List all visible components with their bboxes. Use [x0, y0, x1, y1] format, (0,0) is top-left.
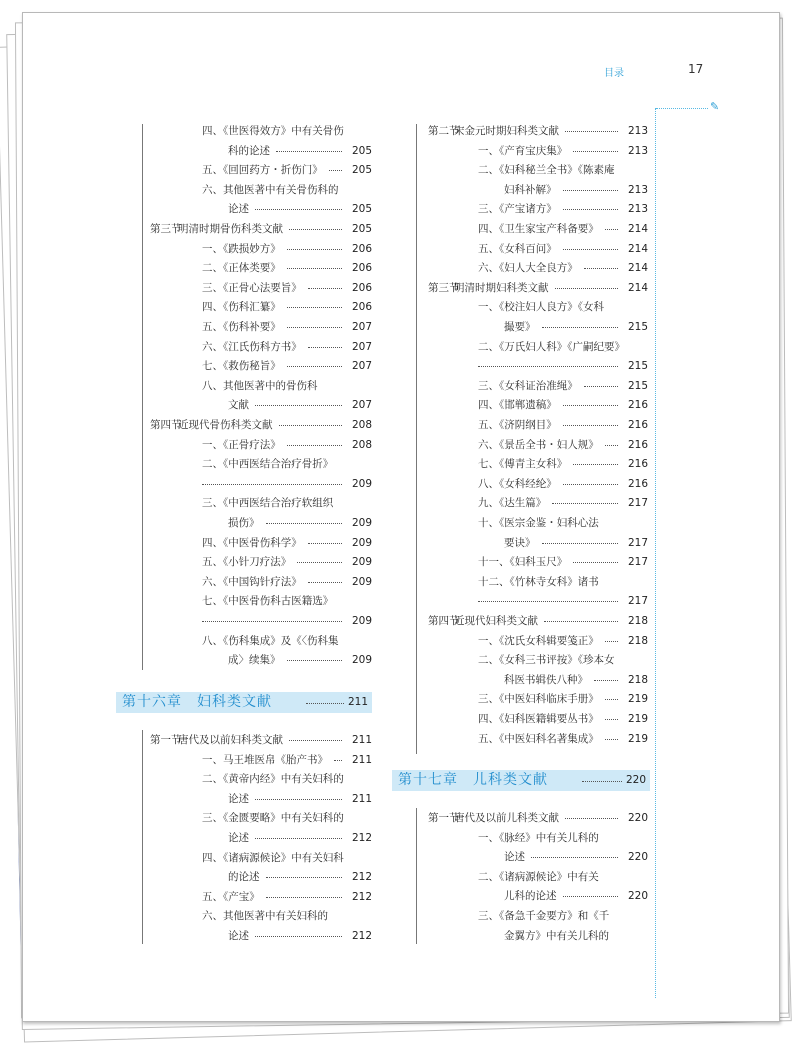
entry-page-number: 211 [351, 792, 372, 805]
entry-page-number: 209 [351, 556, 372, 569]
dot-leader [563, 405, 618, 406]
dot-leader [531, 857, 618, 858]
dot-leader [276, 151, 342, 152]
dot-leader [255, 799, 342, 800]
toc-entry-row[interactable] [428, 926, 648, 946]
entry-page-number: 212 [351, 890, 372, 903]
entry-title: 一、马王堆医帛《胎产书》 [202, 753, 328, 766]
entry-title: 妇科补解》 [504, 183, 557, 196]
toc-entry-row[interactable] [428, 906, 648, 926]
entry-title: 二、《万氏妇人科》《广嗣纪要》 [478, 340, 625, 353]
toc-entry-row[interactable] [428, 513, 648, 533]
entry-page-number: 213 [627, 183, 648, 196]
entry-title: 唐代及以前儿科类文献 [454, 812, 559, 824]
entry-page-number: 209 [351, 615, 372, 627]
entry-title: 二、《黄帝内经》中有关妇科的 [202, 773, 344, 786]
entry-page-number: 212 [351, 930, 372, 942]
dot-leader [605, 445, 618, 446]
toc-entry-row[interactable] [428, 847, 648, 867]
toc-entry-row[interactable] [150, 160, 372, 180]
entry-page-number: 205 [351, 203, 372, 216]
entry-title: 三、《金匮要略》中有关妇科的 [202, 812, 344, 825]
toc-entry-row[interactable] [150, 513, 372, 533]
entry-page-number: 219 [627, 713, 648, 725]
dot-leader [605, 699, 618, 700]
toc-entry-row[interactable] [150, 808, 372, 828]
entry-title: 五、《中医妇科名著集成》 [478, 732, 599, 745]
entry-page-number: 214 [627, 281, 648, 294]
entry-page-number: 209 [351, 477, 372, 490]
toc-entry-row[interactable] [428, 552, 648, 572]
dot-leader [334, 760, 342, 761]
toc-entry-row[interactable] [150, 199, 372, 219]
entry-title: 十、《医宗金鉴・妇科心法 [478, 517, 599, 529]
dot-leader [287, 445, 342, 446]
dot-leader [255, 936, 342, 937]
entry-page-number: 215 [627, 321, 648, 333]
dot-leader [266, 523, 342, 524]
section-number: 第一节 [150, 734, 182, 746]
dot-leader [266, 897, 342, 898]
dot-leader [565, 818, 618, 819]
entry-page-number: 216 [627, 419, 648, 431]
entry-page-number: 212 [351, 832, 372, 844]
entry-title: 儿科的论述 [504, 890, 557, 903]
toc-entry-row[interactable] [150, 435, 372, 455]
toc-entry-row[interactable] [150, 789, 372, 809]
entry-page-number: 220 [627, 851, 648, 864]
dot-leader [478, 601, 618, 602]
entry-title: 五、《伤科补要》 [202, 321, 281, 333]
dot-leader [202, 484, 342, 485]
entry-page-number: 213 [627, 125, 648, 137]
dot-leader [565, 131, 618, 132]
toc-entry-row[interactable] [428, 317, 648, 337]
dot-leader [255, 838, 342, 839]
toc-entry-row[interactable] [150, 572, 372, 592]
toc-entry-row[interactable] [428, 828, 648, 848]
toc-entry-row[interactable] [428, 670, 648, 690]
toc-entry-row[interactable] [150, 337, 372, 357]
toc-entry-row[interactable] [150, 750, 372, 770]
pen-icon: ✎ [710, 100, 720, 113]
toc-entry-row[interactable] [428, 709, 648, 729]
dot-leader [279, 425, 342, 426]
entry-title: 四、《世医得效方》中有关骨伤 [202, 125, 344, 137]
chapter-17-page: 220 [625, 774, 646, 786]
toc-entry-row[interactable] [428, 337, 648, 357]
section-number: 第四节 [150, 419, 182, 431]
toc-entry-row[interactable] [150, 376, 372, 396]
entry-page-number: 213 [627, 203, 648, 216]
dot-leader [329, 170, 342, 171]
dot-leader [573, 151, 618, 152]
entry-page-number: 206 [351, 242, 372, 255]
entry-title: 一、《脉经》中有关儿科的 [478, 831, 599, 844]
section-number: 第二节 [428, 125, 460, 137]
dot-leader [255, 405, 342, 406]
dot-leader [308, 347, 342, 348]
toc-entry-row[interactable] [428, 533, 648, 553]
entry-title: 一、《正骨疗法》 [202, 438, 281, 451]
entry-title: 六、《景岳全书・妇人规》 [478, 438, 599, 451]
entry-title: 一、《校注妇人良方》《女科 [478, 301, 604, 314]
entry-title: 二、《女科三书评按》《珍本女 [478, 654, 615, 667]
entry-page-number: 212 [351, 871, 372, 884]
entry-title: 一、《跌损妙方》 [202, 242, 281, 255]
entry-page-number: 209 [351, 575, 372, 588]
entry-title: 八、《女科经纶》 [478, 477, 557, 490]
entry-title: 四、《诸病源候论》中有关妇科 [202, 851, 344, 864]
entry-title: 四、《卫生家宝产科备要》 [478, 223, 599, 235]
entry-title: 七、《傅青主女科》 [478, 458, 568, 471]
entry-page-number: 208 [351, 438, 372, 451]
toc-entry-row[interactable] [150, 769, 372, 789]
entry-page-number: 209 [351, 517, 372, 529]
entry-page-number: 216 [627, 458, 648, 471]
entry-title: 三、《备急千金要方》和《千 [478, 910, 610, 922]
toc-entry-row[interactable] [150, 258, 372, 278]
entry-page-number: 218 [627, 615, 648, 627]
entry-title: 撮要》 [504, 321, 536, 333]
dot-leader [594, 680, 618, 681]
entry-title: 四、《邯郸遗稿》 [478, 399, 557, 412]
right-column-rule [416, 124, 417, 754]
toc-entry-row[interactable] [428, 435, 648, 455]
entry-page-number: 207 [351, 321, 372, 333]
entry-title: 三、《女科证治准绳》 [478, 379, 578, 392]
dot-leader [552, 503, 618, 504]
toc-entry-row[interactable] [428, 395, 648, 415]
toc-entry-row[interactable] [150, 867, 372, 887]
entry-title: 二、《妇科秘兰全书》《陈素庵 [478, 164, 615, 177]
entry-title: 六、其他医著中有关妇科的 [202, 910, 328, 923]
entry-title: 二、《中西医结合治疗骨折》 [202, 458, 334, 471]
dot-leader [287, 307, 342, 308]
entry-title: 损伤》 [228, 517, 260, 529]
entry-page-number: 217 [627, 556, 648, 569]
chapter-16-leader [306, 703, 344, 704]
dot-leader [255, 209, 342, 210]
chapter-16-page: 211 [347, 696, 368, 708]
dot-leader [584, 268, 618, 269]
entry-page-number: 220 [627, 812, 648, 824]
dot-leader [202, 621, 342, 622]
entry-title: 一、《沈氏女科辑要笺正》 [478, 634, 599, 647]
toc-entry-row[interactable] [150, 631, 372, 651]
entry-title: 四、《伤科汇纂》 [202, 301, 281, 314]
section-number: 第四节 [428, 615, 460, 627]
entry-title: 三、《中西医结合治疗软组织 [202, 497, 334, 510]
toc-entry-row[interactable] [150, 317, 372, 337]
dot-leader [308, 288, 342, 289]
toc-entry-row[interactable] [150, 278, 372, 298]
toc-entry-row[interactable] [428, 729, 648, 749]
toc-entry-row[interactable] [428, 415, 648, 435]
entry-page-number: 217 [627, 595, 648, 608]
entry-page-number: 207 [351, 399, 372, 412]
dot-leader [289, 229, 342, 230]
dot-leader [287, 660, 342, 661]
entry-page-number: 213 [627, 144, 648, 157]
entry-title: 论述 [228, 792, 249, 805]
toc-entry-row[interactable] [428, 376, 648, 396]
toc-entry-row[interactable] [150, 356, 372, 376]
toc-entry-row[interactable] [150, 297, 372, 317]
entry-page-number: 211 [351, 734, 372, 746]
dot-leader [297, 562, 342, 563]
entry-title: 五、《女科百问》 [478, 242, 557, 255]
entry-title: 近现代骨伤科类文献 [178, 419, 273, 431]
toc-entry-row[interactable] [150, 848, 372, 868]
toc-section-row[interactable] [150, 219, 372, 239]
toc-entry-row[interactable] [428, 650, 648, 670]
toc-entry-row[interactable] [150, 141, 372, 161]
dot-leader [287, 327, 342, 328]
chapter-17-heading[interactable] [392, 770, 650, 791]
entry-title: 论述 [228, 203, 249, 216]
entry-title: 宋金元时期妇科类文献 [454, 125, 559, 137]
toc-entry-row[interactable] [428, 886, 648, 906]
chapter-17-leader [582, 781, 622, 782]
entry-page-number: 215 [627, 360, 648, 373]
dot-leader [605, 641, 618, 642]
left-column-rule-lower [142, 730, 143, 944]
toc-entry-row[interactable] [150, 650, 372, 670]
toc-entry-row[interactable] [428, 689, 648, 709]
toc-entry-row[interactable] [150, 395, 372, 415]
dot-leader [308, 582, 342, 583]
toc-entry-row[interactable] [428, 160, 648, 180]
entry-page-number: 214 [627, 262, 648, 275]
entry-title: 十二、《竹林寺女科》诸书 [478, 575, 599, 588]
toc-entry-row[interactable] [428, 572, 648, 592]
toc-entry-row[interactable] [150, 533, 372, 553]
dot-leader [287, 366, 342, 367]
entry-page-number: 214 [627, 242, 648, 255]
dot-leader [573, 562, 618, 563]
entry-page-number: 220 [627, 890, 648, 903]
toc-entry-row[interactable] [150, 828, 372, 848]
entry-title: 四、《中医骨伤科学》 [202, 536, 302, 549]
dot-leader [266, 877, 342, 878]
dot-leader [563, 896, 618, 897]
dot-leader [308, 543, 342, 544]
section-number: 第三节 [150, 223, 182, 235]
toc-entry-row[interactable] [150, 454, 372, 474]
entry-page-number: 218 [627, 673, 648, 686]
toc-section-row[interactable] [428, 278, 648, 298]
dot-leader [555, 288, 618, 289]
entry-title: 论述 [228, 930, 249, 942]
dot-leader [605, 719, 618, 720]
entry-page-number: 207 [351, 360, 372, 373]
section-number: 第三节 [428, 281, 460, 294]
toc-page [22, 12, 780, 1022]
entry-page-number: 216 [627, 477, 648, 490]
entry-title: 金翼方》中有关儿科的 [504, 929, 609, 942]
entry-page-number: 214 [627, 223, 648, 235]
entry-title: 明清时期骨伤科类文献 [178, 223, 283, 235]
entry-title: 三、《正骨心法要旨》 [202, 281, 302, 294]
toc-entry-row[interactable] [428, 180, 648, 200]
entry-title: 科医书辑佚八种》 [504, 673, 588, 686]
toc-section-row[interactable] [428, 808, 648, 828]
entry-title: 七、《救伤秘旨》 [202, 360, 281, 373]
chapter-16-title: 第十六章 妇科类文献 [122, 694, 272, 710]
toc-entry-row[interactable] [150, 887, 372, 907]
entry-title: 科的论述 [228, 144, 270, 157]
entry-page-number: 208 [351, 419, 372, 431]
entry-page-number: 219 [627, 732, 648, 745]
chapter-17-title: 第十七章 儿科类文献 [398, 772, 548, 788]
toc-entry-row[interactable] [150, 611, 372, 631]
entry-page-number: 217 [627, 497, 648, 510]
right-margin-dotted-rule [655, 108, 656, 998]
toc-entry-row[interactable] [150, 926, 372, 946]
left-column-rule [142, 124, 143, 670]
entry-title: 唐代及以前妇科类文献 [178, 734, 283, 746]
toc-section-row[interactable] [150, 730, 372, 750]
entry-title: 明清时期妇科类文献 [454, 281, 549, 294]
entry-title: 论述 [504, 851, 525, 864]
toc-entry-row[interactable] [150, 493, 372, 513]
entry-page-number: 209 [351, 536, 372, 549]
toc-entry-row[interactable] [428, 474, 648, 494]
toc-section-row[interactable] [428, 121, 648, 141]
dot-leader [544, 621, 618, 622]
chapter-16-heading[interactable] [116, 692, 372, 713]
entry-title: 文献 [228, 399, 249, 412]
entry-title: 十一、《妇科玉尺》 [478, 556, 568, 569]
toc-entry-row[interactable] [428, 219, 648, 239]
toc-entry-row[interactable] [428, 258, 648, 278]
entry-title: 九、《达生篇》 [478, 497, 547, 510]
entry-page-number: 205 [351, 164, 372, 177]
toc-entry-row[interactable] [150, 552, 372, 572]
toc-entry-row[interactable] [428, 454, 648, 474]
entry-title: 论述 [228, 832, 249, 844]
entry-title: 要诀》 [504, 536, 536, 549]
entry-page-number: 205 [351, 223, 372, 235]
entry-page-number: 209 [351, 654, 372, 667]
entry-title: 的论述 [228, 871, 260, 884]
toc-entry-row[interactable] [428, 141, 648, 161]
header-dotted-rule [656, 108, 708, 109]
entry-page-number: 206 [351, 281, 372, 294]
entry-title: 四、《妇科医籍辑要丛书》 [478, 713, 599, 725]
toc-entry-row[interactable] [150, 239, 372, 259]
entry-page-number: 211 [351, 753, 372, 766]
dot-leader [573, 464, 618, 465]
entry-title: 五、《济阴纲目》 [478, 419, 557, 431]
toc-entry-row[interactable] [150, 591, 372, 611]
dot-leader [289, 740, 342, 741]
entry-page-number: 217 [627, 536, 648, 549]
dot-leader [563, 190, 618, 191]
right-column-rule-lower [416, 808, 417, 944]
toc-entry-row[interactable] [428, 591, 648, 611]
entry-title: 二、《正体类要》 [202, 262, 281, 275]
entry-title: 六、《江氏伤科方书》 [202, 340, 302, 353]
toc-section-row[interactable] [428, 611, 648, 631]
entry-title: 六、《中国钩针疗法》 [202, 575, 302, 588]
dot-leader [605, 739, 618, 740]
toc-entry-row[interactable] [150, 474, 372, 494]
dot-leader [287, 268, 342, 269]
entry-title: 三、《产宝诸方》 [478, 203, 557, 216]
entry-title: 五、《回回药方・折伤门》 [202, 164, 323, 177]
entry-title: 五、《小针刀疗法》 [202, 556, 292, 569]
entry-title: 二、《诸病源候论》中有关 [478, 870, 599, 883]
entry-page-number: 219 [627, 693, 648, 706]
header-page-number: 17 [688, 62, 704, 76]
toc-entry-row[interactable] [428, 356, 648, 376]
toc-entry-row[interactable] [428, 239, 648, 259]
toc-entry-row[interactable] [150, 180, 372, 200]
entry-page-number: 215 [627, 379, 648, 392]
entry-page-number: 206 [351, 262, 372, 275]
entry-page-number: 206 [351, 301, 372, 314]
entry-title: 六、其他医著中有关骨伤科的 [202, 183, 339, 196]
entry-title: 一、《产育宝庆集》 [478, 144, 568, 157]
dot-leader [605, 229, 618, 230]
dot-leader [287, 249, 342, 250]
entry-title: 三、《中医妇科临床手册》 [478, 693, 599, 706]
toc-entry-row[interactable] [428, 493, 648, 513]
entry-page-number: 216 [627, 399, 648, 412]
entry-page-number: 218 [627, 634, 648, 647]
toc-section-row[interactable] [150, 415, 372, 435]
dot-leader [563, 249, 618, 250]
entry-title: 近现代妇科类文献 [454, 615, 538, 627]
toc-entry-row[interactable] [150, 121, 372, 141]
toc-entry-row[interactable] [428, 631, 648, 651]
section-number: 第一节 [428, 812, 460, 824]
toc-entry-row[interactable] [428, 199, 648, 219]
dot-leader [478, 366, 618, 367]
dot-leader [542, 543, 618, 544]
dot-leader [563, 484, 618, 485]
entry-title: 七、《中医骨伤科古医籍选》 [202, 595, 334, 608]
entry-title: 八、《伤科集成》及《〈伤科集 [202, 634, 339, 647]
entry-page-number: 216 [627, 438, 648, 451]
entry-title: 成〉续集》 [228, 654, 281, 667]
toc-entry-row[interactable] [150, 906, 372, 926]
header-section-label: 目录 [604, 68, 624, 79]
dot-leader [563, 209, 618, 210]
toc-entry-row[interactable] [428, 297, 648, 317]
dot-leader [584, 386, 618, 387]
entry-title: 六、《妇人大全良方》 [478, 262, 578, 275]
entry-title: 五、《产宝》 [202, 890, 260, 903]
toc-entry-row[interactable] [428, 867, 648, 887]
entry-title: 八、其他医著中的骨伤科 [202, 379, 318, 392]
entry-page-number: 205 [351, 144, 372, 157]
dot-leader [542, 327, 618, 328]
dot-leader [563, 425, 618, 426]
entry-page-number: 207 [351, 340, 372, 353]
